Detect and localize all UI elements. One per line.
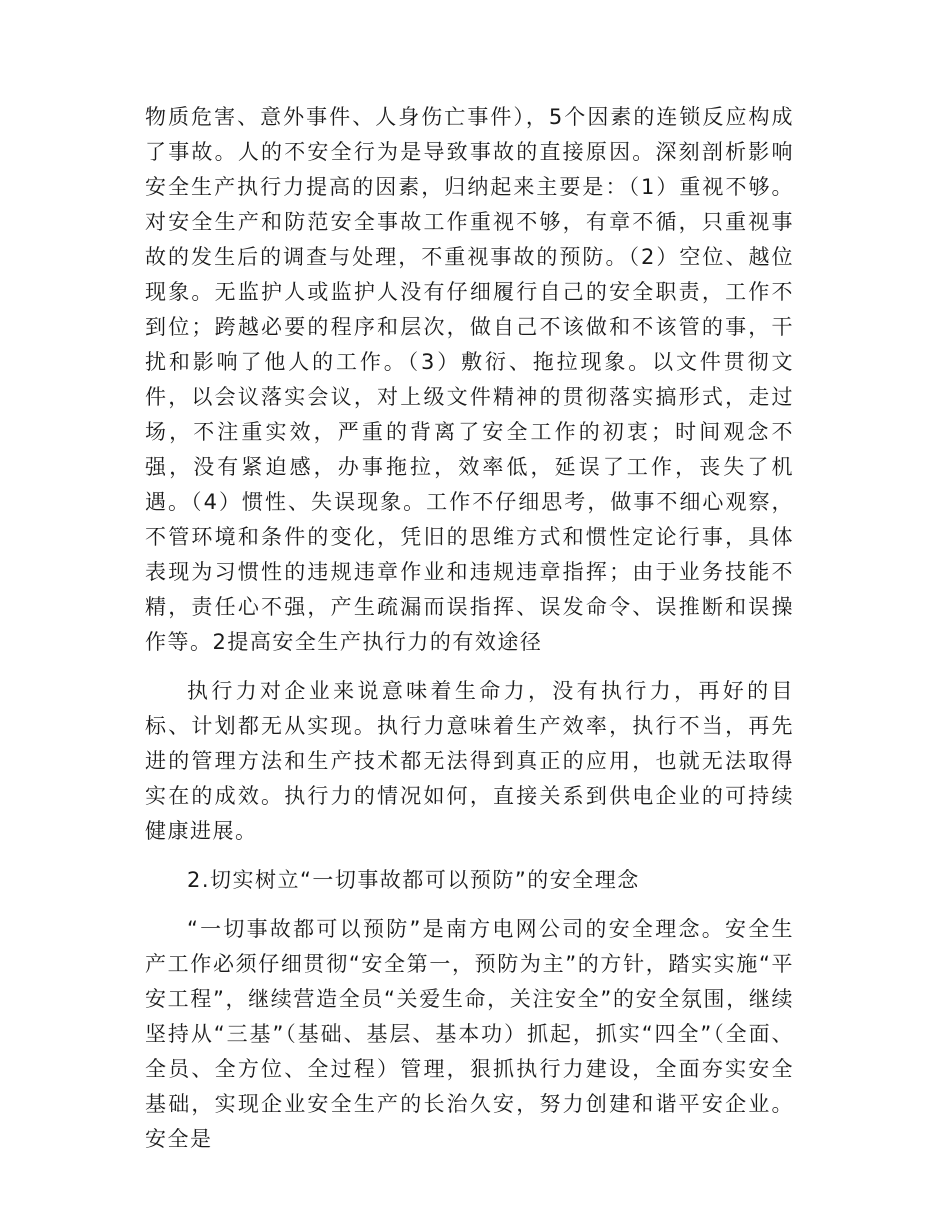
- body-paragraph-execution-power: 执行力对企业来说意味着生命力，没有执行力，再好的目标、计划都无从实现。执行力意味着生产效率，执行不当，再先进的管理方法和生产技术都无法得到真正的应用，也就无法取得实在的成效。执行力的情况如何，直接关系到供电企业的可持续健康进展。: [145, 679, 794, 843]
- section-heading-safety-concept: 2.切实树立“一切事故都可以预防”的安全理念: [187, 868, 640, 892]
- body-paragraph-accident-factors: 物质危害、意外事件、人身伤亡事件），5个因素的连锁反应构成了事故。人的不安全行为是导致事故的直接原因。深刻剖析影响安全生产执行力提高的因素，归纳起来主要是：（1）重视不够。对安全生产和防范安全事故工作重视不够，有章不循，只重视事故的发生后的调查与处理，不重视事故的预防。（2）空位、越位现象。无监护人或监护人没有仔细履行自己的安全职责，工作不到位；跨越必要的程序和层次，做自己不该做和不该管的事，干扰和影响了他人的工作。（3）敷衍、拖拉现象。以文件贯彻文件，以会议落实会议，对上级文件精神的贯彻落实搞形式，走过场，不注重实效，严重的背离了安全工作的初衷；时间观念不强，没有紧迫感，办事拖拉，效率低，延误了工作，丧失了机遇。（4）惯性、失误现象。工作不仔细思考，做事不细心观察，不管环境和条件的变化，凭旧的思维方式和惯性定论行事，具体表现为习惯性的违规违章作业和违规违章指挥；由于业务技能不精，责任心不强，产生疏漏而误指挥、误发命令、误推断和误操作等。2提高安全生产执行力的有效途径: [145, 105, 794, 654]
- body-paragraph-safety-concept: “一切事故都可以预防”是南方电网公司的安全理念。安全生产工作必须仔细贯彻“安全第一，预防为主”的方针，踏实实施“平安工程”，继续营造全员“关爱生命，关注安全”的安全氛围，继续坚持从“三基”（基础、基层、基本功）抓起，抓实“四全”（全面、全员、全方位、全过程）管理，狠抓执行力建设，全面夯实安全基础，实现企业安全生产的长治久安，努力创建和谐平安企业。安全是: [145, 917, 794, 1151]
